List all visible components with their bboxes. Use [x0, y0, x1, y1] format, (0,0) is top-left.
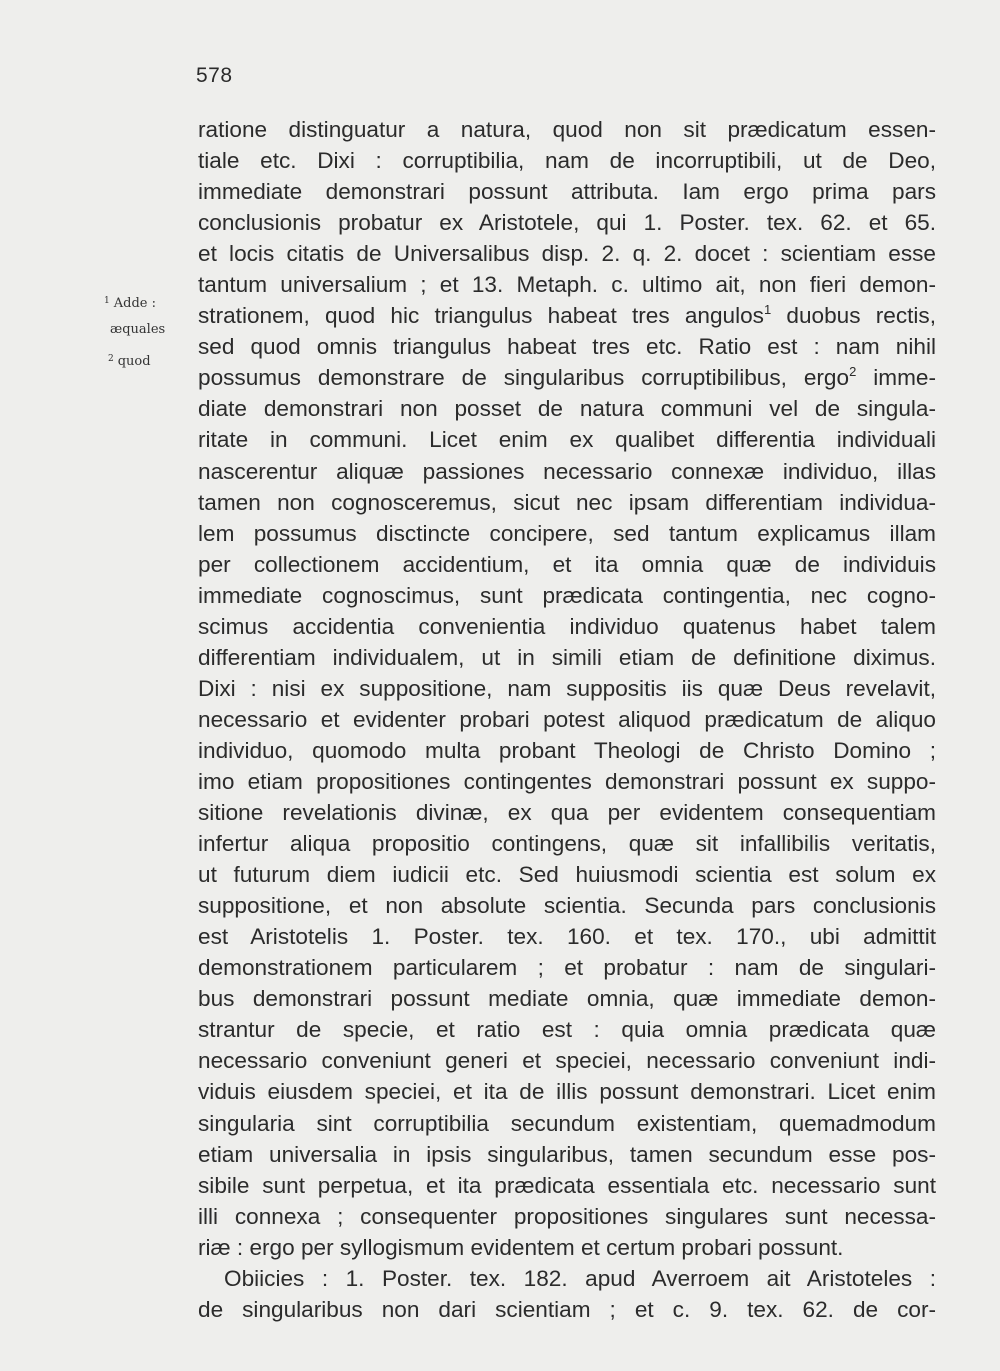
text-line: ut futurum diem iudicii etc. Sed huiusmodi scientia est solum ex: [198, 862, 936, 888]
text-line: nascerentur aliquæ passiones necessario connexæ individuo, illas: [198, 458, 936, 484]
text-line: est Aristotelis 1. Poster. tex. 160. et tex. 170., ubi admittit: [198, 924, 936, 950]
text-line: et locis citatis de Universalibus disp. 2. q. 2. docet : scientiam esse: [198, 241, 936, 267]
text-line: lem possumus disctincte concipere, sed tantum explicamus illam: [198, 520, 936, 546]
text-line: strantur de specie, et ratio est : quia omnia prædicata quæ: [198, 1017, 936, 1043]
text-segment: possumus demonstrare de singularibus corruptibilibus, ergo: [198, 365, 850, 391]
text-line: [198, 362, 936, 393]
text-line: necessario conveniunt generi et speciei, necessario conveniunt indi-: [198, 1048, 936, 1074]
footnote-mark: 1: [763, 302, 772, 318]
margin-note-text: Adde :: [113, 296, 156, 311]
text-line: viduis eiusdem speciei, et ita de illis possunt demonstrari. Licet enim: [198, 1079, 936, 1105]
margin-note-mark: 2: [108, 354, 114, 364]
text-line: individuo, quomodo multa probant Theologi de Christo Domino ;: [198, 737, 936, 763]
text-line: imo etiam propositiones contingentes demonstrari possunt ex suppo-: [198, 768, 936, 794]
text-line: ritate in communi. Licet enim ex qualibet differentia individuali: [198, 427, 936, 453]
text-line: etiam universalia in ipsis singularibus, tamen secundum esse pos-: [198, 1141, 936, 1167]
text-segment: strationem, quod hic triangulus habeat tres angulos: [198, 303, 764, 329]
text-line: bus demonstrari possunt mediate omnia, quæ immediate demon-: [198, 986, 936, 1012]
text-line: conclusionis probatur ex Aristotele, qui 1. Poster. tex. 62. et 65.: [198, 210, 936, 236]
text-line: per collectionem accidentium, et ita omnia quæ de individuis: [198, 551, 936, 577]
text-line: sitione revelationis divinæ, ex qua per evidentem consequentiam: [198, 800, 936, 826]
text-line: infertur aliqua propositio contingens, quæ sit infallibilis veritatis,: [198, 831, 936, 857]
body-text: [198, 114, 936, 1325]
text-line: tamen non cognosceremus, sicut nec ipsam differentiam individua-: [198, 489, 936, 515]
text-segment: imme-: [856, 365, 936, 391]
margin-note-text: æquales: [110, 322, 166, 337]
text-line: de singularibus non dari scientiam ; et c. 9. tex. 62. de cor-: [198, 1296, 936, 1322]
text-line: singularia sint corruptibilia secundum existentiam, quemadmodum: [198, 1110, 936, 1136]
text-line: sibile sunt perpetua, et ita prædicata essentiala etc. necessario sunt: [198, 1172, 936, 1198]
text-line: Obiicies : 1. Poster. tex. 182. apud Averroem ait Aristoteles :: [224, 1265, 936, 1291]
text-line: differentiam individualem, ut in simili etiam de definitione diximus.: [198, 644, 936, 670]
text-line: sed quod omnis triangulus habeat tres etc. Ratio est : nam nihil: [198, 334, 936, 360]
footnote-mark: 2: [849, 364, 857, 380]
text-line: immediate demonstrari possunt attributa. Iam ergo prima pars: [198, 179, 936, 205]
text-line: ratione distinguatur a natura, quod non sit prædicatum essen-: [198, 117, 936, 142]
text-line: Dixi : nisi ex suppositione, nam suppositis iis quæ Deus revelavit,: [198, 675, 936, 701]
text-line: tiale etc. Dixi : corruptibilia, nam de incorruptibili, ut de Deo,: [198, 148, 936, 174]
margin-note-1: [104, 296, 156, 311]
margin-note-mark: 1: [104, 296, 110, 306]
text-line: scimus accidentia convenientia individuo quatenus habet talem: [198, 613, 936, 639]
text-line: tantum universalium ; et 13. Metaph. c. ultimo ait, non fieri demon-: [198, 272, 936, 298]
text-line: illi connexa ; consequenter propositiones singulares sunt necessa-: [198, 1203, 936, 1229]
text-line: [198, 300, 936, 331]
margin-note-1-continued: [110, 322, 165, 337]
text-line: diate demonstrari non posset de natura communi vel de singula-: [198, 396, 936, 422]
text-line: suppositione, et non absolute scientia. Secunda pars conclusionis: [198, 893, 936, 919]
margin-note-2: [108, 354, 151, 369]
text-line: necessario et evidenter probari potest aliquod prædicatum de aliquo: [198, 706, 936, 732]
text-segment: duobus rectis,: [771, 303, 936, 329]
text-line: demonstrationem particularem ; et probatur : nam de singulari-: [198, 955, 936, 981]
text-line: immediate cognoscimus, sunt prædicata contingentia, nec cogno-: [198, 582, 936, 608]
margin-note-text: quod: [117, 354, 151, 369]
page-number: 578: [196, 64, 233, 87]
text-line: riæ : ergo per syllogismum evidentem et certum probari possunt.: [198, 1234, 844, 1260]
